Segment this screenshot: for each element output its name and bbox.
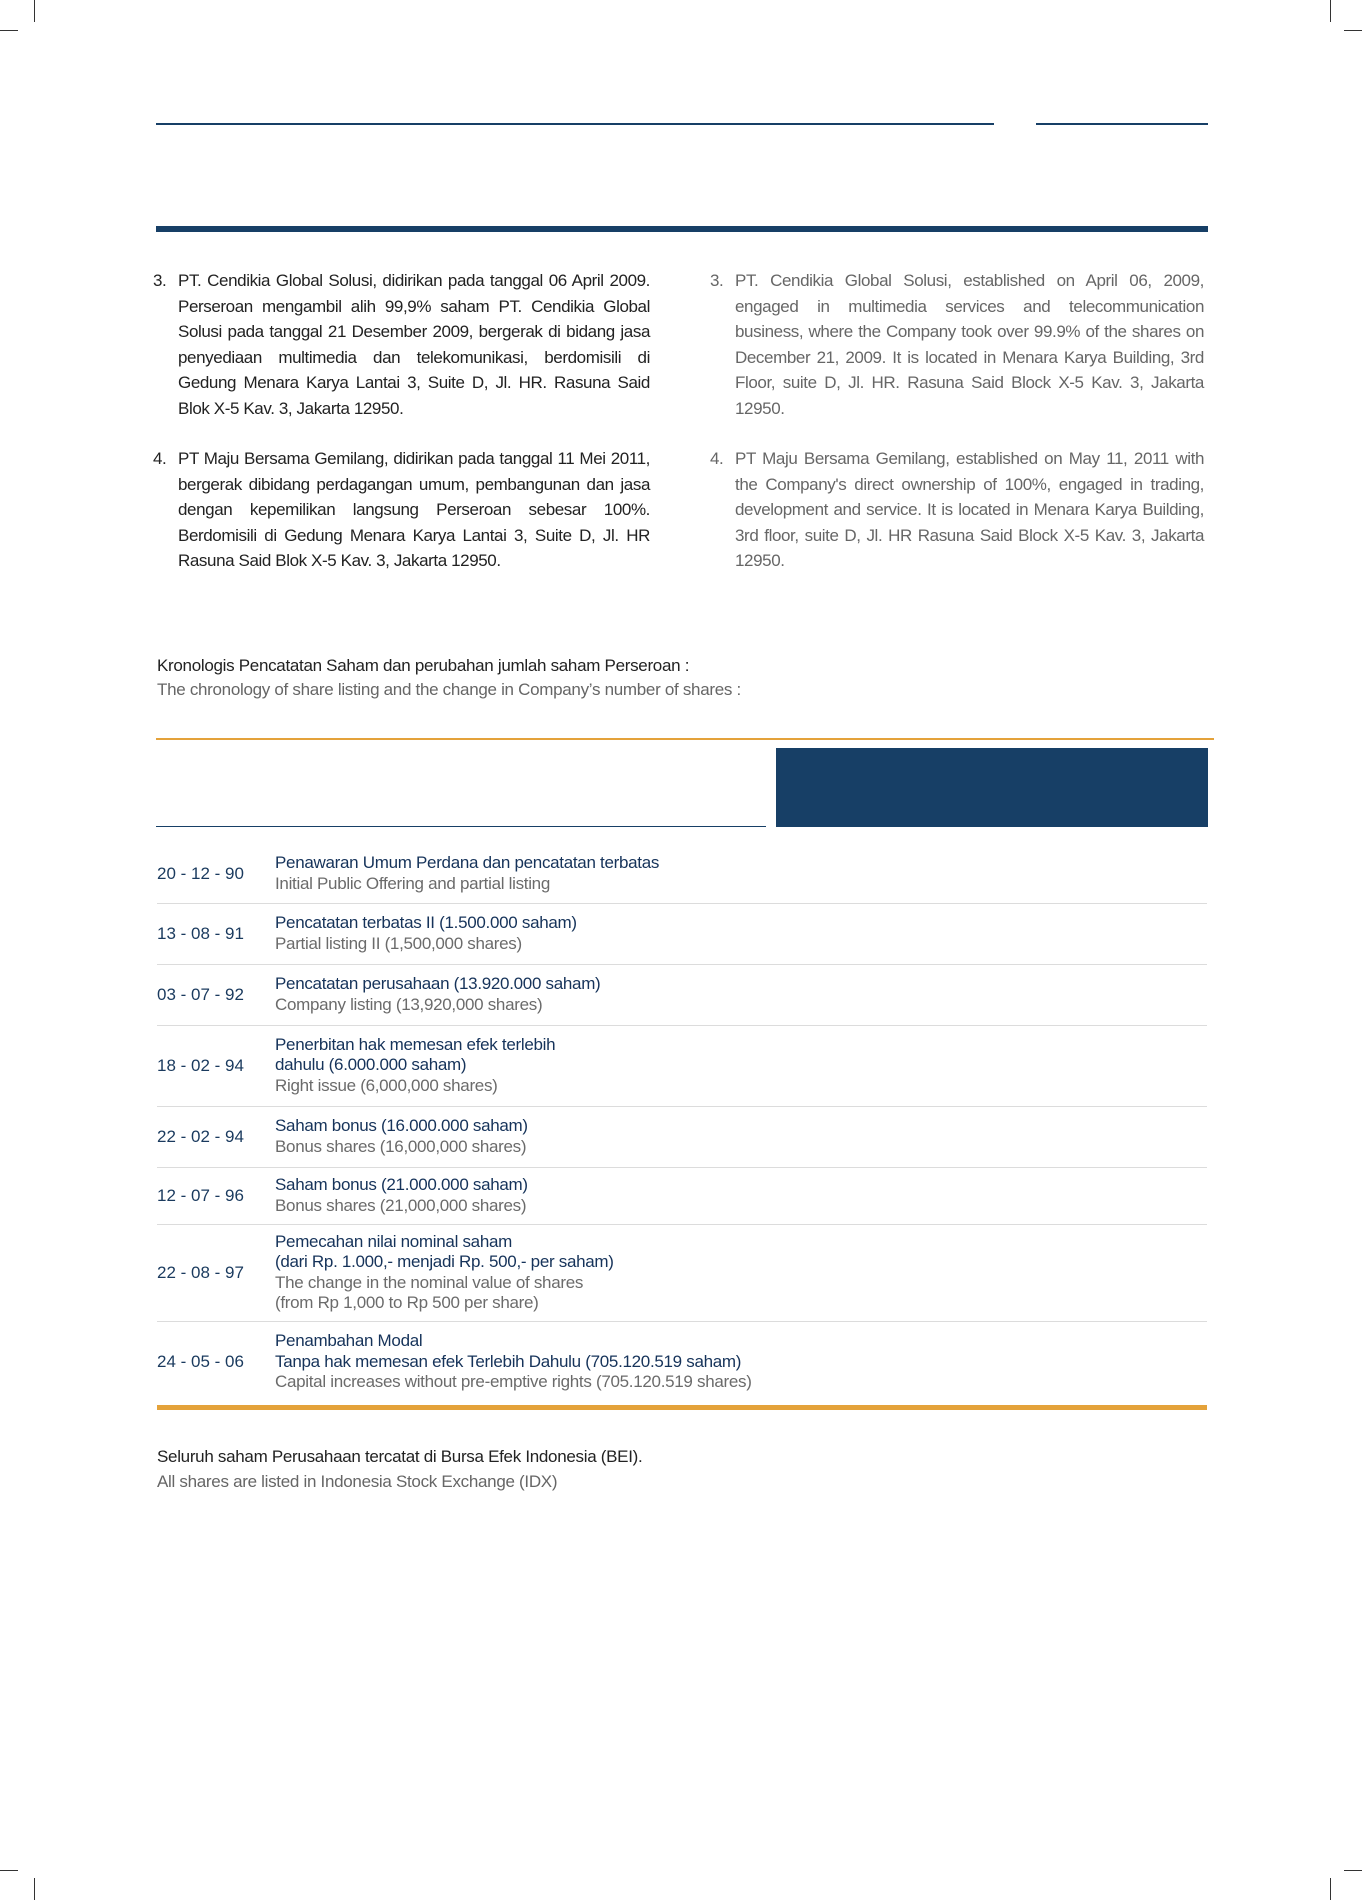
row-date: 13 - 08 - 91 (157, 923, 244, 943)
row-desc-id: Penerbitan hak memesan efek terlebih (275, 1034, 556, 1054)
crop-mark-top-right-horizontal (1344, 30, 1362, 31)
crop-mark-bottom-left-horizontal (0, 1870, 18, 1871)
footer-note-id: Seluruh saham Perusahaan tercatat di Bursa Efek Indonesia (BEI). (157, 1447, 643, 1466)
row-desc-id: Saham bonus (21.000.000 saham) (275, 1175, 528, 1194)
subsidiary-text: PT. Cendikia Global Solusi, didirikan pada tanggal 06 April 2009. Perseroan mengambil alih 99,9% saham PT. Cendikia Global Solusi pada tanggal 21 Desember 2009, bergerak di bidang jasa penyediaan multimedia dan telekomunikasi, berdomisili di Gedung Menara Karya Lantai 3, Suite D, Jl. HR. Rasuna Said Blok X-5 Kav. 3, Jakarta 12950. (178, 271, 650, 418)
subsidiary-text: PT. Cendikia Global Solusi, established on April 06, 2009, engaged in multimedia services and telecommunication business, where the Company took over 99.9% of the shares on December 21, 2009. It is located in Menara Karya Building, 3rd Floor, suite D, Jl. HR. Rasuna Said Block X-5 Kav. 3, Jakarta 12950. (735, 271, 1204, 418)
crop-mark-bottom-right-horizontal (1344, 1870, 1362, 1871)
row-desc-id: (dari Rp. 1.000,- menjadi Rp. 500,- per saham) (275, 1252, 614, 1271)
row-desc-en: Initial Public Offering and partial listing (275, 873, 550, 893)
table-header-navy-block (776, 748, 1208, 827)
crop-mark-bottom-right-vertical (1330, 1878, 1331, 1900)
table-row (157, 1026, 1207, 1107)
row-desc-id: Penambahan Modal (275, 1331, 423, 1351)
row-date: 22 - 02 - 94 (157, 1126, 244, 1146)
table-row (157, 904, 1207, 965)
chronology-caption-id: Kronologis Pencatatan Saham dan perubahan jumlah saham Perseroan : (157, 656, 690, 675)
chronology-table (157, 845, 1207, 1403)
table-row (157, 1322, 1207, 1403)
row-date: 18 - 02 - 94 (157, 1055, 244, 1075)
row-desc-id: Pencatatan perusahaan (13.920.000 saham) (275, 974, 601, 993)
list-number: 4. (710, 449, 724, 468)
crop-mark-top-right-vertical (1330, 0, 1331, 22)
row-desc-en: (from Rp 1,000 to Rp 500 per share) (275, 1293, 539, 1312)
row-date: 22 - 08 - 97 (157, 1262, 244, 1282)
subsidiary-item-en-4 (710, 446, 1204, 574)
row-date: 20 - 12 - 90 (157, 863, 244, 883)
header-rule-right (1036, 123, 1208, 125)
subsidiary-item-en-3 (710, 268, 1204, 421)
subsidiary-item-id-3 (153, 268, 650, 421)
subsidiary-text: PT Maju Bersama Gemilang, established on May 11, 2011 with the Company's direct ownership of 100%, engaged in trading, development and service. It is located in Menara Karya Building, 3rd floor, suite D, Jl. HR Rasuna Said Block X-5 Kav. 3, Jakarta 12950. (735, 449, 1204, 570)
section-heavy-rule (156, 226, 1208, 232)
table-row (157, 1225, 1207, 1322)
table-bottom-gold-rule (157, 1405, 1207, 1410)
subsidiary-text: PT Maju Bersama Gemilang, didirikan pada tanggal 11 Mei 2011, bergerak dibidang perdagangan umum, pembangunan dan jasa dengan kepemilikan langsung Perseroan sebesar 100%. Berdomisili di Gedung Menara Karya Lantai 3, Suite D, Jl. HR Rasuna Said Blok X-5 Kav. 3, Jakarta 12950. (178, 449, 650, 570)
row-desc-en: Bonus shares (21,000,000 shares) (275, 1195, 527, 1215)
crop-mark-top-left-horizontal (0, 30, 18, 31)
row-description (275, 974, 1207, 1015)
row-desc-en: The change in the nominal value of shares (275, 1272, 584, 1292)
row-desc-id: Tanpa hak memesan efek Terlebih Dahulu (705.120.519 saham) (275, 1351, 742, 1371)
row-date: 24 - 05 - 06 (157, 1352, 244, 1371)
header-rule-left (156, 123, 994, 125)
row-desc-en: Bonus shares (16,000,000 shares) (275, 1136, 527, 1156)
row-description (275, 1116, 1207, 1157)
list-number: 4. (153, 449, 167, 468)
footer-note-en: All shares are listed in Indonesia Stock Exchange (IDX) (157, 1472, 558, 1491)
row-desc-id: Pemecahan nilai nominal saham (275, 1231, 512, 1251)
table-top-gold-rule (156, 738, 1214, 740)
row-description (275, 853, 1207, 894)
list-number: 3. (153, 271, 167, 290)
row-date: 03 - 07 - 92 (157, 984, 244, 1004)
table-header-left-rule (156, 826, 766, 827)
row-desc-id: Pencatatan terbatas II (1.500.000 saham) (275, 913, 577, 932)
row-description (275, 1232, 1207, 1314)
row-desc-id: dahulu (6.000.000 saham) (275, 1055, 467, 1075)
chronology-caption-en: The chronology of share listing and the change in Company’s number of shares : (157, 680, 741, 699)
row-description (275, 1035, 1207, 1097)
list-number: 3. (710, 271, 724, 290)
row-desc-id: Penawaran Umum Perdana dan pencatatan terbatas (275, 853, 660, 872)
table-row (157, 1168, 1207, 1225)
crop-mark-top-left-vertical (34, 0, 35, 22)
row-description (275, 1175, 1207, 1216)
row-desc-en: Partial listing II (1,500,000 shares) (275, 933, 522, 953)
row-desc-en: Company listing (13,920,000 shares) (275, 994, 543, 1014)
table-row (157, 845, 1207, 904)
row-description (275, 1331, 1207, 1393)
subsidiary-item-id-4 (153, 446, 650, 574)
table-row (157, 1107, 1207, 1168)
crop-mark-bottom-left-vertical (34, 1878, 35, 1900)
row-date: 12 - 07 - 96 (157, 1185, 244, 1205)
row-desc-id: Saham bonus (16.000.000 saham) (275, 1116, 528, 1135)
row-desc-en: Capital increases without pre-emptive rights (705.120.519 shares) (275, 1372, 752, 1392)
table-row (157, 965, 1207, 1026)
row-desc-en: Right issue (6,000,000 shares) (275, 1075, 498, 1095)
row-description (275, 913, 1207, 954)
